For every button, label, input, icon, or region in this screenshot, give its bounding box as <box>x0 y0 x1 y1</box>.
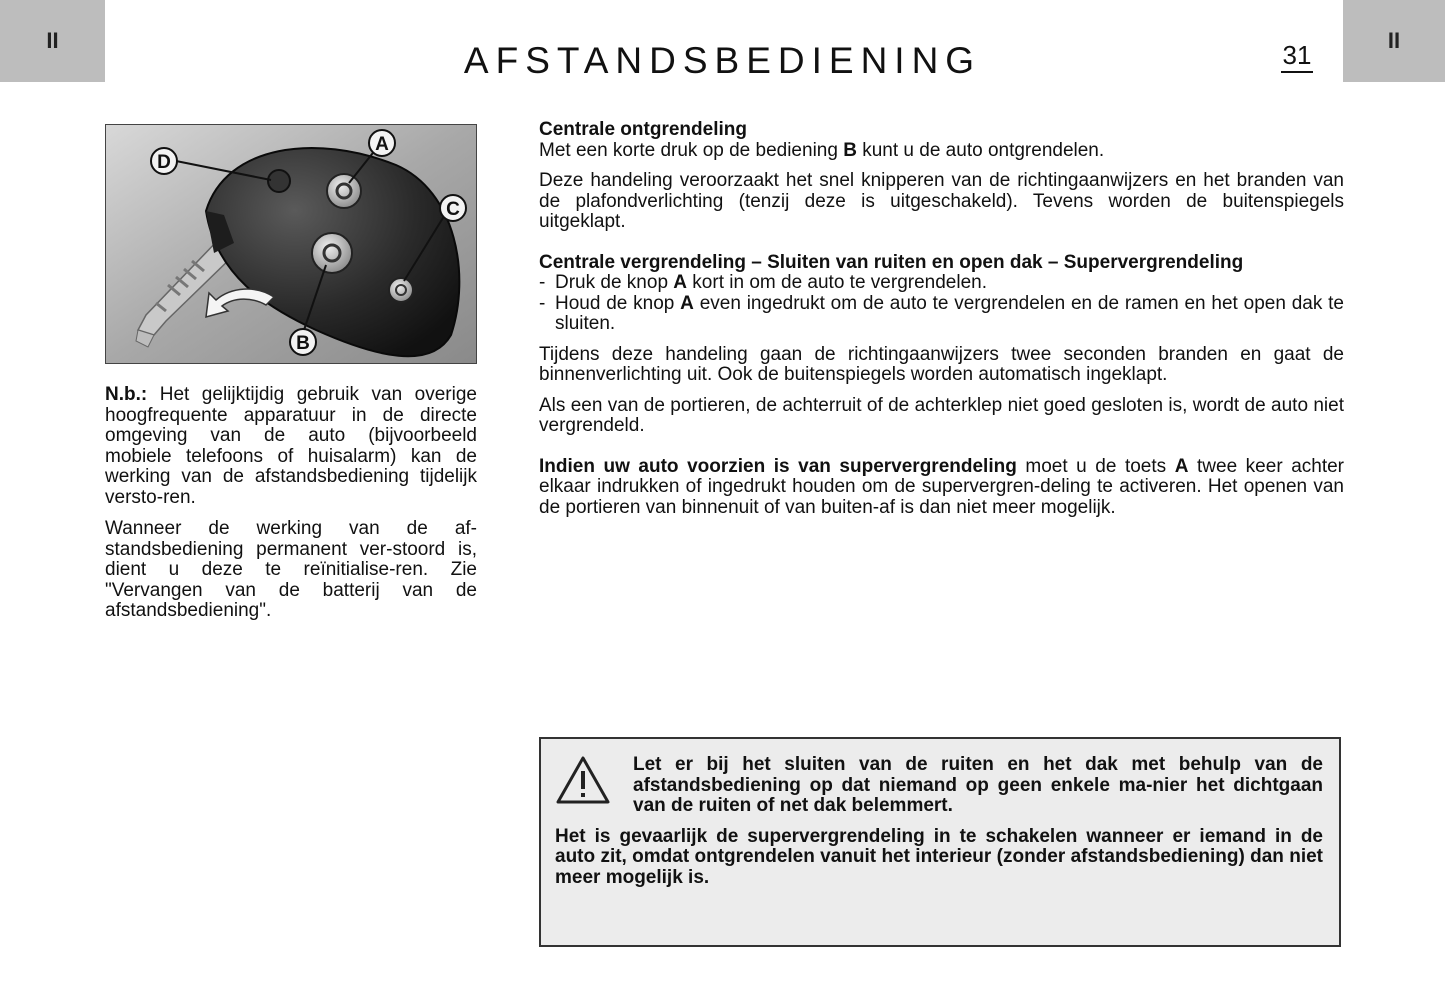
note-paragraph <box>105 385 477 508</box>
unlock-paragraph-1 <box>539 141 1344 162</box>
label-b <box>290 329 316 355</box>
note-text: Het gelijktijdig gebruik van overige hoogfrequente apparatuur in de directe omgeving van de auto (bijvoorbeeld mobiele telefoons of huisalarm) kan de werking van de afstandsbediening tijdelijk versto-ren. <box>105 384 477 508</box>
button-c-shape <box>389 278 413 302</box>
lock-paragraph-1: Tijdens deze handeling gaan de richtingaanwijzers twee seconden branden en gaat de binnenverlichting uit. Ook de buitenspiegels worden automatisch ingeklapt. <box>539 343 1344 385</box>
page-title: AFSTANDSBEDIENING <box>463 40 982 81</box>
note-label: N.b.: <box>105 384 148 405</box>
super-lock-text-a: moet u de toets <box>1016 455 1175 477</box>
warning-text-2: Het is gevaarlijk de supervergrendeling in te schakelen wanneer er iemand in de auto zit, omdat ontgrendelen vanuit het interieur (zonder afstandsbediening) dan niet meer mogelijk is. <box>555 825 1323 888</box>
lock-step-2-text-a: Houd de knop <box>555 292 681 314</box>
page-number-value: 31 <box>1281 40 1314 73</box>
unlock-p1-text-a: Met een korte druk op de bediening <box>539 139 844 161</box>
lock-step-1-text-b: kort in om de auto te vergrendelen. <box>687 272 987 293</box>
lock-step-2 <box>539 294 1344 335</box>
remote-key-illustration <box>106 125 476 363</box>
lock-paragraph-2: Als een van de portieren, de achterruit of de achterklep niet goed gesloten is, wordt de auto niet vergrendeld. <box>539 394 1344 436</box>
section-tab-right-label: II <box>1387 28 1401 53</box>
left-column <box>105 385 477 633</box>
label-c <box>440 195 466 221</box>
unlock-key-b: B <box>843 139 857 161</box>
lock-step-1-key: A <box>673 272 688 293</box>
label-c-text: C <box>446 199 460 220</box>
right-column <box>539 120 1344 528</box>
lock-step-1 <box>539 273 1344 294</box>
button-b-shape <box>312 233 352 273</box>
label-d-text: D <box>157 152 171 173</box>
label-a <box>369 130 395 156</box>
lock-step-2-text-b: even ingedrukt om de auto te vergrendelen en de ramen en het open dak te sluiten. <box>555 292 1344 334</box>
super-lock-text-b: twee keer achter elkaar indrukken of ingedrukt houden om de supervergren-deling te activeren. Het openen van de portieren van binnenuit of van buiten-af is dan niet meer mogelijk. <box>539 455 1345 518</box>
unlock-paragraph-2: Deze handeling veroorzaakt het snel knipperen van de richtingaanwijzers en het branden van de plafondverlichting (tenzij deze is uitgeschakeld). Tevens worden de buitenspiegels uitgeklapt. <box>539 170 1344 232</box>
super-lock-paragraph <box>539 457 1344 519</box>
label-b-text: B <box>296 333 310 354</box>
section-tab-left <box>0 0 105 82</box>
super-lock-bold: Indien uw auto voorzien is van supervergrendeling <box>539 455 1017 477</box>
page-number <box>1262 40 1332 71</box>
warning-triangle-icon <box>555 755 619 811</box>
super-lock-key: A <box>1174 455 1189 477</box>
warning-text-1: Let er bij het sluiten van de ruiten en het dak met behulp van de afstandsbediening op dat niemand op geen enkele ma-nier het dichtgaan van de ruiten of net dak belemmert. <box>633 754 1323 816</box>
section-tab-left-label: II <box>46 28 59 53</box>
section-tab-right <box>1343 0 1445 82</box>
unlock-p1-text-b: kunt u de auto ontgrendelen. <box>856 139 1105 161</box>
remote-key-photo <box>105 124 477 364</box>
lock-step-2-key: A <box>680 292 694 314</box>
label-a-text: A <box>375 134 389 155</box>
button-d-shape <box>268 170 290 192</box>
unlock-heading: Centrale ontgrendeling <box>539 119 747 140</box>
label-d <box>151 148 177 174</box>
reinitialise-paragraph: Wanneer de werking van de af-standsbediening permanent ver-stoord is, dient u deze te reïnitialise-ren. Zie "Vervangen van de batterij van de afstandsbediening". <box>105 518 477 621</box>
lock-heading: Centrale vergrendeling – Sluiten van ruiten en open dak – Supervergrendeling <box>539 251 1244 273</box>
lock-steps-list <box>539 273 1344 335</box>
lock-step-1-text-a: Druk de knop <box>555 272 674 293</box>
button-a-shape <box>327 174 361 208</box>
warning-box <box>539 737 1341 947</box>
